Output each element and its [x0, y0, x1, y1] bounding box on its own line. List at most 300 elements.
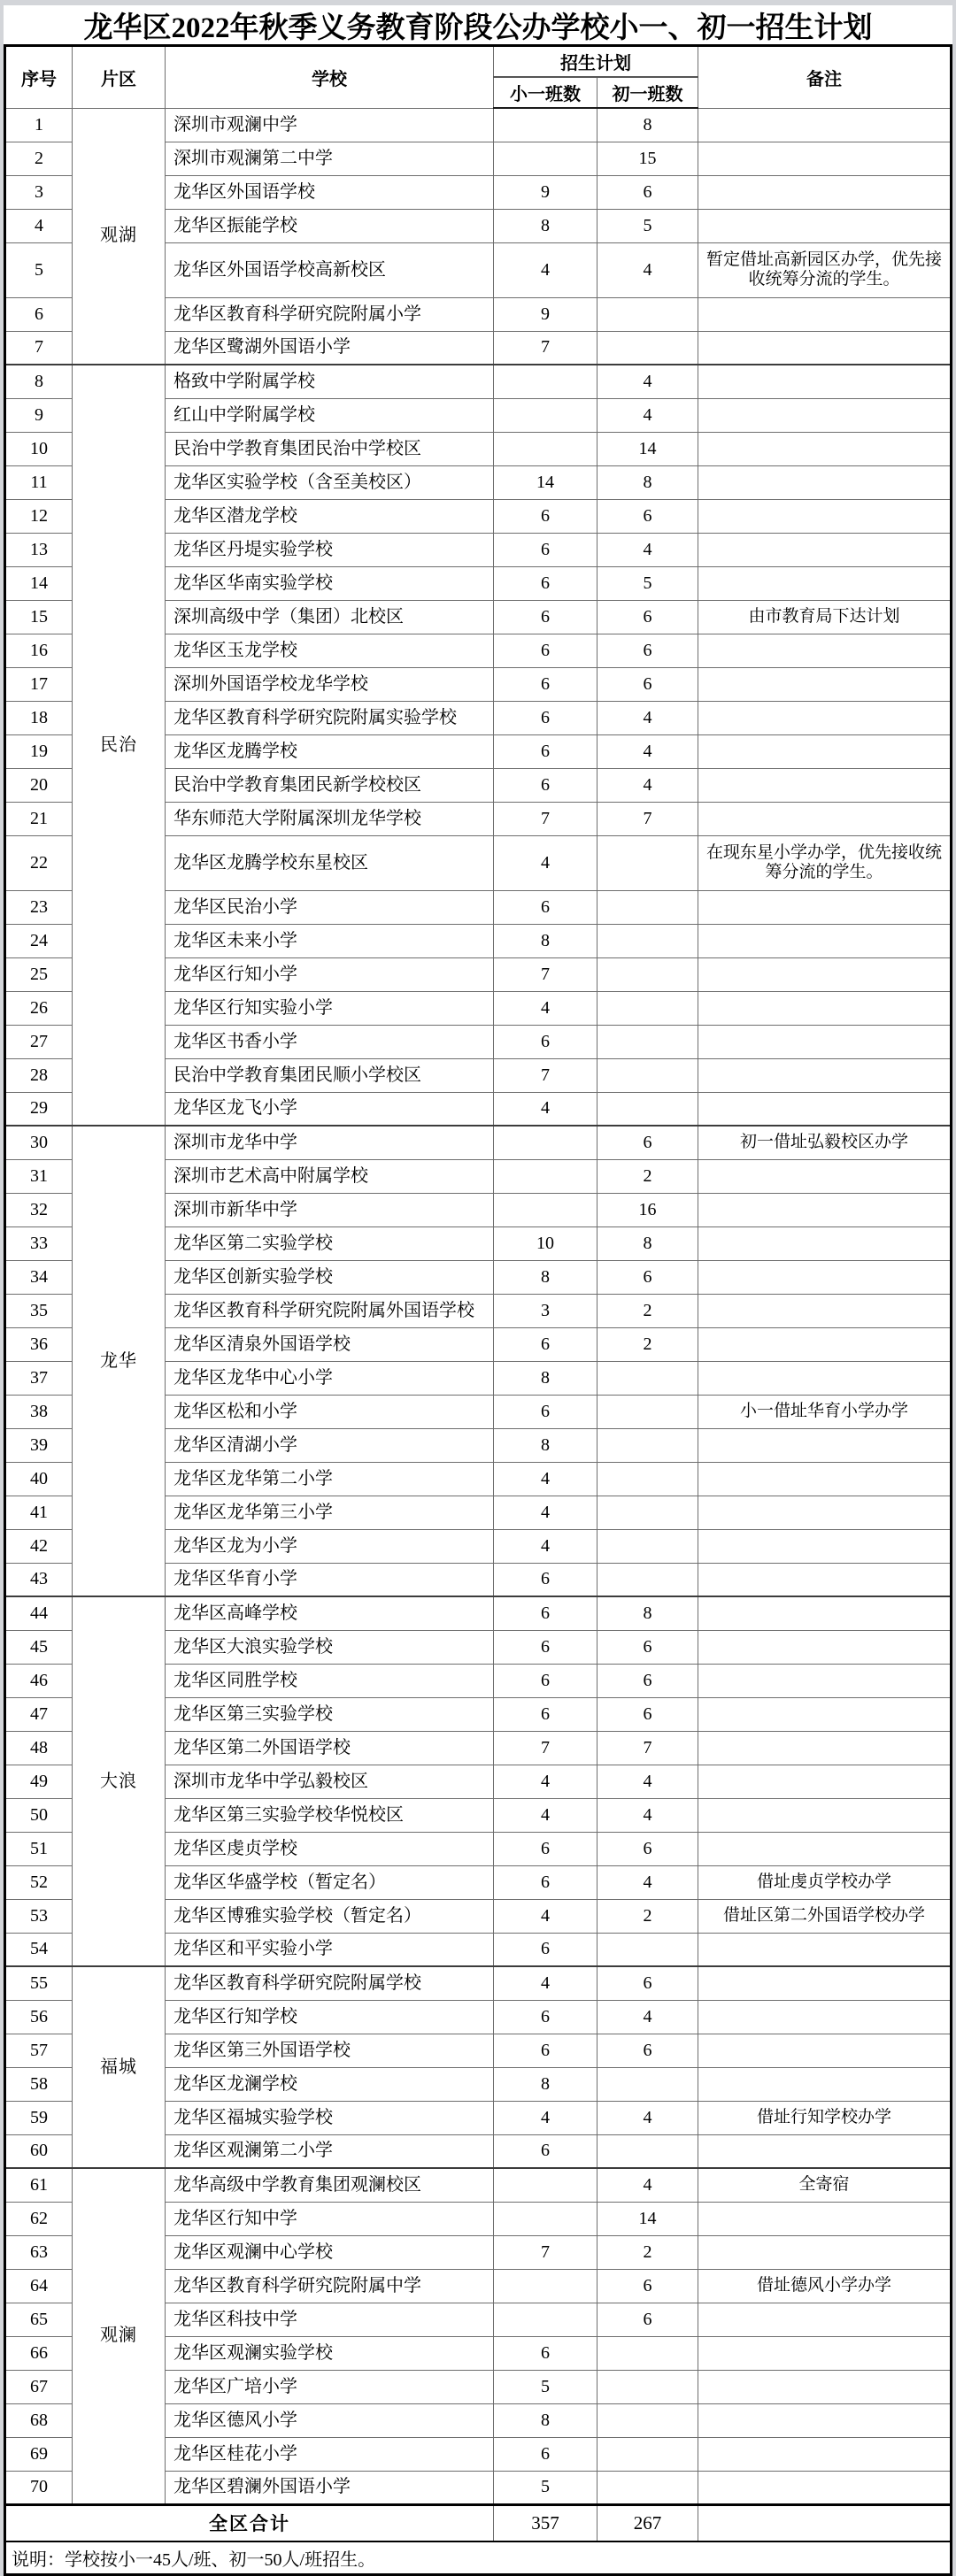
grade7-classes	[598, 2403, 698, 2437]
page-title: 龙华区2022年秋季义务教育阶段公办学校小一、初一招生计划	[4, 5, 952, 44]
row-no: 24	[5, 924, 73, 957]
school-name: 龙华区潜龙学校	[166, 499, 494, 533]
grade7-classes	[598, 1058, 698, 1092]
school-name: 龙华区龙华第三小学	[166, 1496, 494, 1529]
grade7-classes: 4	[598, 2168, 698, 2202]
remark: 借址区第二外国语学校办学	[698, 1899, 952, 1933]
remark	[698, 2067, 952, 2101]
row-no: 32	[5, 1193, 73, 1226]
row-no: 45	[5, 1630, 73, 1664]
row-no: 11	[5, 465, 73, 499]
remark	[698, 1966, 952, 2000]
remark	[698, 1260, 952, 1294]
grade7-classes: 8	[598, 108, 698, 142]
grade1-classes: 4	[494, 1765, 598, 1798]
row-no: 61	[5, 2168, 73, 2202]
row-no: 1	[5, 108, 73, 142]
grade7-classes: 4	[598, 701, 698, 734]
school-name: 龙华区龙华中心小学	[166, 1361, 494, 1395]
school-name: 龙华区碧澜外国语小学	[166, 2471, 494, 2504]
sheet	[4, 5, 952, 2576]
grade1-classes: 5	[494, 2471, 598, 2504]
remark	[698, 667, 952, 701]
remark	[698, 1428, 952, 1462]
enrollment-table	[4, 44, 952, 2576]
school-name: 龙华高级中学教育集团观澜校区	[166, 2168, 494, 2202]
remark	[698, 734, 952, 768]
grade7-classes: 2	[598, 1899, 698, 1933]
grade7-classes	[598, 1529, 698, 1563]
school-name: 民治中学教育集团民治中学校区	[166, 432, 494, 465]
remark	[698, 1832, 952, 1865]
remark	[698, 432, 952, 465]
remark	[698, 142, 952, 175]
grade7-classes: 4	[598, 1765, 698, 1798]
grade7-classes: 4	[598, 1798, 698, 1832]
row-no: 58	[5, 2067, 73, 2101]
school-name: 龙华区行知小学	[166, 957, 494, 991]
row-no: 52	[5, 1865, 73, 1899]
remark: 暂定借址高新园区办学，优先接收统筹分流的学生。	[698, 242, 952, 297]
grade1-classes	[494, 2303, 598, 2336]
row-no: 59	[5, 2101, 73, 2134]
school-name: 龙华区未来小学	[166, 924, 494, 957]
row-no: 47	[5, 1697, 73, 1731]
row-no: 27	[5, 1025, 73, 1058]
school-name: 龙华区虔贞学校	[166, 1832, 494, 1865]
school-name: 龙华区桂花小学	[166, 2437, 494, 2471]
school-name: 龙华区龙为小学	[166, 1529, 494, 1563]
grade1-classes: 8	[494, 2067, 598, 2101]
row-no: 39	[5, 1428, 73, 1462]
row-no: 30	[5, 1126, 73, 1159]
remark: 全寄宿	[698, 2168, 952, 2202]
grade7-classes: 4	[598, 398, 698, 432]
remark: 小一借址华育小学办学	[698, 1395, 952, 1428]
grade7-classes: 4	[598, 768, 698, 802]
row-no: 42	[5, 1529, 73, 1563]
grade7-classes	[598, 1428, 698, 1462]
row-no: 20	[5, 768, 73, 802]
row-no: 21	[5, 802, 73, 835]
school-name: 龙华区华盛学校（暂定名）	[166, 1865, 494, 1899]
row-no: 66	[5, 2336, 73, 2370]
remark	[698, 768, 952, 802]
school-name: 龙华区教育科学研究院附属外国语学校	[166, 1294, 494, 1327]
grade1-classes: 6	[494, 1933, 598, 1966]
grade7-classes: 2	[598, 1294, 698, 1327]
grade7-classes	[598, 1025, 698, 1058]
grade7-classes: 4	[598, 365, 698, 398]
school-name: 龙华区第二实验学校	[166, 1226, 494, 1260]
grade1-classes: 6	[494, 1395, 598, 1428]
school-name: 龙华区广培小学	[166, 2370, 494, 2403]
row-no: 51	[5, 1832, 73, 1865]
grade7-classes: 14	[598, 432, 698, 465]
grade7-classes: 2	[598, 1159, 698, 1193]
remark	[698, 2134, 952, 2168]
school-name: 龙华区第三实验学校华悦校区	[166, 1798, 494, 1832]
header-grade1: 小一班数	[494, 77, 598, 108]
row-no: 4	[5, 209, 73, 242]
grade7-classes	[598, 1462, 698, 1496]
remark	[698, 1731, 952, 1765]
grade7-classes: 6	[598, 667, 698, 701]
grade7-classes	[598, 924, 698, 957]
remark	[698, 2370, 952, 2403]
grade1-classes: 6	[494, 1697, 598, 1731]
remark	[698, 1226, 952, 1260]
school-name: 龙华区第二外国语学校	[166, 1731, 494, 1765]
grade7-classes: 2	[598, 1327, 698, 1361]
grade7-classes: 6	[598, 2034, 698, 2067]
remark	[698, 1092, 952, 1126]
table-row	[5, 365, 952, 398]
grade1-classes: 4	[494, 1529, 598, 1563]
remark	[698, 1193, 952, 1226]
footnote: 说明：学校按小一45人/班、初一50人/班招生。	[5, 2541, 952, 2575]
total-row	[5, 2504, 952, 2541]
grade1-classes: 6	[494, 1596, 598, 1630]
row-no: 53	[5, 1899, 73, 1933]
school-name: 龙华区振能学校	[166, 209, 494, 242]
school-name: 深圳高级中学（集团）北校区	[166, 600, 494, 634]
remark	[698, 1025, 952, 1058]
grade1-classes: 3	[494, 1294, 598, 1327]
school-name: 龙华区华南实验学校	[166, 566, 494, 600]
grade7-classes: 6	[598, 1630, 698, 1664]
grade1-classes: 7	[494, 331, 598, 365]
grade7-classes	[598, 1563, 698, 1596]
district-cell: 民治	[73, 365, 166, 1126]
grade7-classes: 6	[598, 1260, 698, 1294]
grade1-classes	[494, 1126, 598, 1159]
row-no: 35	[5, 1294, 73, 1327]
school-name: 龙华区行知实验小学	[166, 991, 494, 1025]
grade7-classes: 6	[598, 600, 698, 634]
remark	[698, 924, 952, 957]
row-no: 6	[5, 297, 73, 331]
school-name: 龙华区第三外国语学校	[166, 2034, 494, 2067]
header-grade7: 初一班数	[598, 77, 698, 108]
row-no: 62	[5, 2202, 73, 2235]
school-name: 龙华区创新实验学校	[166, 1260, 494, 1294]
grade1-classes: 4	[494, 1092, 598, 1126]
school-name: 龙华区和平实验小学	[166, 1933, 494, 1966]
header-plan-group: 招生计划	[494, 46, 698, 78]
row-no: 8	[5, 365, 73, 398]
grade7-classes: 8	[598, 1596, 698, 1630]
remark	[698, 533, 952, 566]
grade7-classes	[598, 835, 698, 890]
table-row	[5, 1126, 952, 1159]
row-no: 69	[5, 2437, 73, 2471]
row-no: 31	[5, 1159, 73, 1193]
row-no: 22	[5, 835, 73, 890]
school-name: 龙华区龙腾学校东星校区	[166, 835, 494, 890]
remark	[698, 2000, 952, 2034]
grade7-classes: 4	[598, 2000, 698, 2034]
grade1-classes	[494, 1193, 598, 1226]
row-no: 67	[5, 2370, 73, 2403]
grade1-classes: 4	[494, 1966, 598, 2000]
grade1-classes: 5	[494, 2370, 598, 2403]
grade1-classes: 6	[494, 499, 598, 533]
grade1-classes: 7	[494, 2235, 598, 2269]
table-row	[5, 108, 952, 142]
row-no: 63	[5, 2235, 73, 2269]
row-no: 13	[5, 533, 73, 566]
grade1-classes: 6	[494, 768, 598, 802]
remark	[698, 365, 952, 398]
remark	[698, 701, 952, 734]
remark	[698, 2235, 952, 2269]
remark	[698, 1664, 952, 1697]
grade7-classes: 5	[598, 566, 698, 600]
grade1-classes	[494, 1159, 598, 1193]
remark	[698, 1798, 952, 1832]
school-name: 华东师范大学附属深圳龙华学校	[166, 802, 494, 835]
grade7-classes	[598, 1395, 698, 1428]
remark	[698, 1361, 952, 1395]
remark	[698, 1159, 952, 1193]
remark	[698, 566, 952, 600]
row-no: 36	[5, 1327, 73, 1361]
school-name: 龙华区福城实验学校	[166, 2101, 494, 2134]
remark	[698, 499, 952, 533]
grade7-classes	[598, 1933, 698, 1966]
grade1-classes: 6	[494, 2437, 598, 2471]
grade7-classes: 4	[598, 734, 698, 768]
row-no: 17	[5, 667, 73, 701]
row-no: 15	[5, 600, 73, 634]
remark: 借址德风小学办学	[698, 2269, 952, 2303]
school-name: 龙华区高峰学校	[166, 1596, 494, 1630]
table-body	[5, 108, 952, 2504]
district-cell: 观澜	[73, 2168, 166, 2504]
remark	[698, 1496, 952, 1529]
grade1-classes: 6	[494, 2336, 598, 2370]
school-name: 龙华区书香小学	[166, 1025, 494, 1058]
table-footer	[5, 2504, 952, 2575]
grade1-classes: 4	[494, 242, 598, 297]
grade7-classes: 6	[598, 634, 698, 667]
remark	[698, 398, 952, 432]
table-row	[5, 2168, 952, 2202]
total-label: 全区合计	[5, 2504, 494, 2541]
grade1-classes: 8	[494, 1428, 598, 1462]
remark	[698, 2471, 952, 2504]
remark	[698, 1933, 952, 1966]
row-no: 14	[5, 566, 73, 600]
school-name: 民治中学教育集团民新学校校区	[166, 768, 494, 802]
row-no: 57	[5, 2034, 73, 2067]
row-no: 23	[5, 890, 73, 924]
row-no: 70	[5, 2471, 73, 2504]
grade1-classes: 7	[494, 802, 598, 835]
school-name: 龙华区龙飞小学	[166, 1092, 494, 1126]
school-name: 龙华区观澜中心学校	[166, 2235, 494, 2269]
remark: 在现东星小学办学，优先接收统筹分流的学生。	[698, 835, 952, 890]
school-name: 龙华区松和小学	[166, 1395, 494, 1428]
district-cell: 龙华	[73, 1126, 166, 1596]
school-name: 龙华区龙澜学校	[166, 2067, 494, 2101]
remark	[698, 1462, 952, 1496]
header-remark: 备注	[698, 46, 952, 109]
school-name: 龙华区清泉外国语学校	[166, 1327, 494, 1361]
grade7-classes: 16	[598, 1193, 698, 1226]
grade1-classes	[494, 398, 598, 432]
grade1-classes: 8	[494, 1361, 598, 1395]
grade7-classes: 6	[598, 499, 698, 533]
row-no: 55	[5, 1966, 73, 2000]
school-name: 深圳市观澜第二中学	[166, 142, 494, 175]
remark	[698, 890, 952, 924]
grade1-classes: 6	[494, 1025, 598, 1058]
grade1-classes: 6	[494, 2000, 598, 2034]
school-name: 深圳市龙华中学弘毅校区	[166, 1765, 494, 1798]
remark	[698, 957, 952, 991]
school-name: 龙华区教育科学研究院附属中学	[166, 2269, 494, 2303]
grade1-classes: 6	[494, 2134, 598, 2168]
row-no: 10	[5, 432, 73, 465]
grade7-classes: 7	[598, 802, 698, 835]
row-no: 65	[5, 2303, 73, 2336]
grade7-classes: 6	[598, 2303, 698, 2336]
remark	[698, 1563, 952, 1596]
school-name: 民治中学教育集团民顺小学校区	[166, 1058, 494, 1092]
row-no: 43	[5, 1563, 73, 1596]
grade1-classes: 8	[494, 1260, 598, 1294]
grade1-classes: 9	[494, 175, 598, 209]
school-name: 龙华区丹堤实验学校	[166, 533, 494, 566]
grade1-classes: 8	[494, 2403, 598, 2437]
table-header	[5, 46, 952, 109]
district-cell: 大浪	[73, 1596, 166, 1966]
row-no: 5	[5, 242, 73, 297]
school-name: 深圳市龙华中学	[166, 1126, 494, 1159]
grade7-classes	[598, 331, 698, 365]
school-name: 龙华区观澜第二小学	[166, 2134, 494, 2168]
grade1-classes: 4	[494, 1496, 598, 1529]
district-cell: 福城	[73, 1966, 166, 2168]
school-name: 龙华区德风小学	[166, 2403, 494, 2437]
grade7-classes: 5	[598, 209, 698, 242]
remark	[698, 2437, 952, 2471]
grade1-classes: 9	[494, 297, 598, 331]
total-grade1: 357	[494, 2504, 598, 2541]
remark	[698, 1697, 952, 1731]
remark	[698, 634, 952, 667]
school-name: 龙华区行知中学	[166, 2202, 494, 2235]
school-name: 龙华区同胜学校	[166, 1664, 494, 1697]
school-name: 龙华区鹭湖外国语小学	[166, 331, 494, 365]
grade7-classes	[598, 890, 698, 924]
grade7-classes: 6	[598, 1664, 698, 1697]
school-name: 龙华区实验学校（含至美校区）	[166, 465, 494, 499]
grade7-classes	[598, 2370, 698, 2403]
grade7-classes: 6	[598, 1697, 698, 1731]
remark	[698, 1596, 952, 1630]
grade1-classes: 6	[494, 600, 598, 634]
row-no: 26	[5, 991, 73, 1025]
grade1-classes: 6	[494, 1865, 598, 1899]
grade1-classes: 6	[494, 701, 598, 734]
row-no: 68	[5, 2403, 73, 2437]
header-no: 序号	[5, 46, 73, 109]
grade1-classes: 7	[494, 1058, 598, 1092]
grade1-classes	[494, 432, 598, 465]
school-name: 龙华区大浪实验学校	[166, 1630, 494, 1664]
grade1-classes: 6	[494, 1563, 598, 1596]
remark	[698, 175, 952, 209]
remark	[698, 2202, 952, 2235]
school-name: 红山中学附属学校	[166, 398, 494, 432]
row-no: 44	[5, 1596, 73, 1630]
row-no: 7	[5, 331, 73, 365]
row-no: 50	[5, 1798, 73, 1832]
grade7-classes	[598, 2336, 698, 2370]
grade1-classes: 6	[494, 890, 598, 924]
school-name: 龙华区博雅实验学校（暂定名）	[166, 1899, 494, 1933]
grade7-classes: 6	[598, 175, 698, 209]
remark	[698, 1058, 952, 1092]
grade1-classes: 7	[494, 1731, 598, 1765]
grade7-classes: 7	[598, 1731, 698, 1765]
school-name: 深圳市艺术高中附属学校	[166, 1159, 494, 1193]
grade7-classes	[598, 1496, 698, 1529]
row-no: 33	[5, 1226, 73, 1260]
row-no: 3	[5, 175, 73, 209]
grade7-classes: 6	[598, 1966, 698, 2000]
row-no: 46	[5, 1664, 73, 1697]
row-no: 25	[5, 957, 73, 991]
grade1-classes: 7	[494, 957, 598, 991]
grade7-classes	[598, 297, 698, 331]
grade7-classes	[598, 991, 698, 1025]
grade7-classes: 2	[598, 2235, 698, 2269]
grade7-classes	[598, 2471, 698, 2504]
school-name: 深圳市新华中学	[166, 1193, 494, 1226]
grade1-classes: 6	[494, 667, 598, 701]
grade1-classes: 6	[494, 1630, 598, 1664]
grade1-classes: 4	[494, 1798, 598, 1832]
remark	[698, 465, 952, 499]
school-name: 龙华区教育科学研究院附属实验学校	[166, 701, 494, 734]
school-name: 龙华区教育科学研究院附属学校	[166, 1966, 494, 2000]
remark: 借址行知学校办学	[698, 2101, 952, 2134]
grade7-classes: 4	[598, 2101, 698, 2134]
row-no: 9	[5, 398, 73, 432]
grade1-classes: 10	[494, 1226, 598, 1260]
school-name: 格致中学附属学校	[166, 365, 494, 398]
school-name: 龙华区玉龙学校	[166, 634, 494, 667]
grade1-classes	[494, 365, 598, 398]
remark	[698, 802, 952, 835]
header-row-1	[5, 46, 952, 78]
grade1-classes: 4	[494, 2101, 598, 2134]
remark	[698, 1630, 952, 1664]
school-name: 龙华区外国语学校	[166, 175, 494, 209]
grade7-classes	[598, 1092, 698, 1126]
remark	[698, 331, 952, 365]
grade1-classes: 6	[494, 734, 598, 768]
remark	[698, 108, 952, 142]
row-no: 41	[5, 1496, 73, 1529]
row-no: 19	[5, 734, 73, 768]
grade1-classes: 6	[494, 1664, 598, 1697]
grade7-classes	[598, 2134, 698, 2168]
